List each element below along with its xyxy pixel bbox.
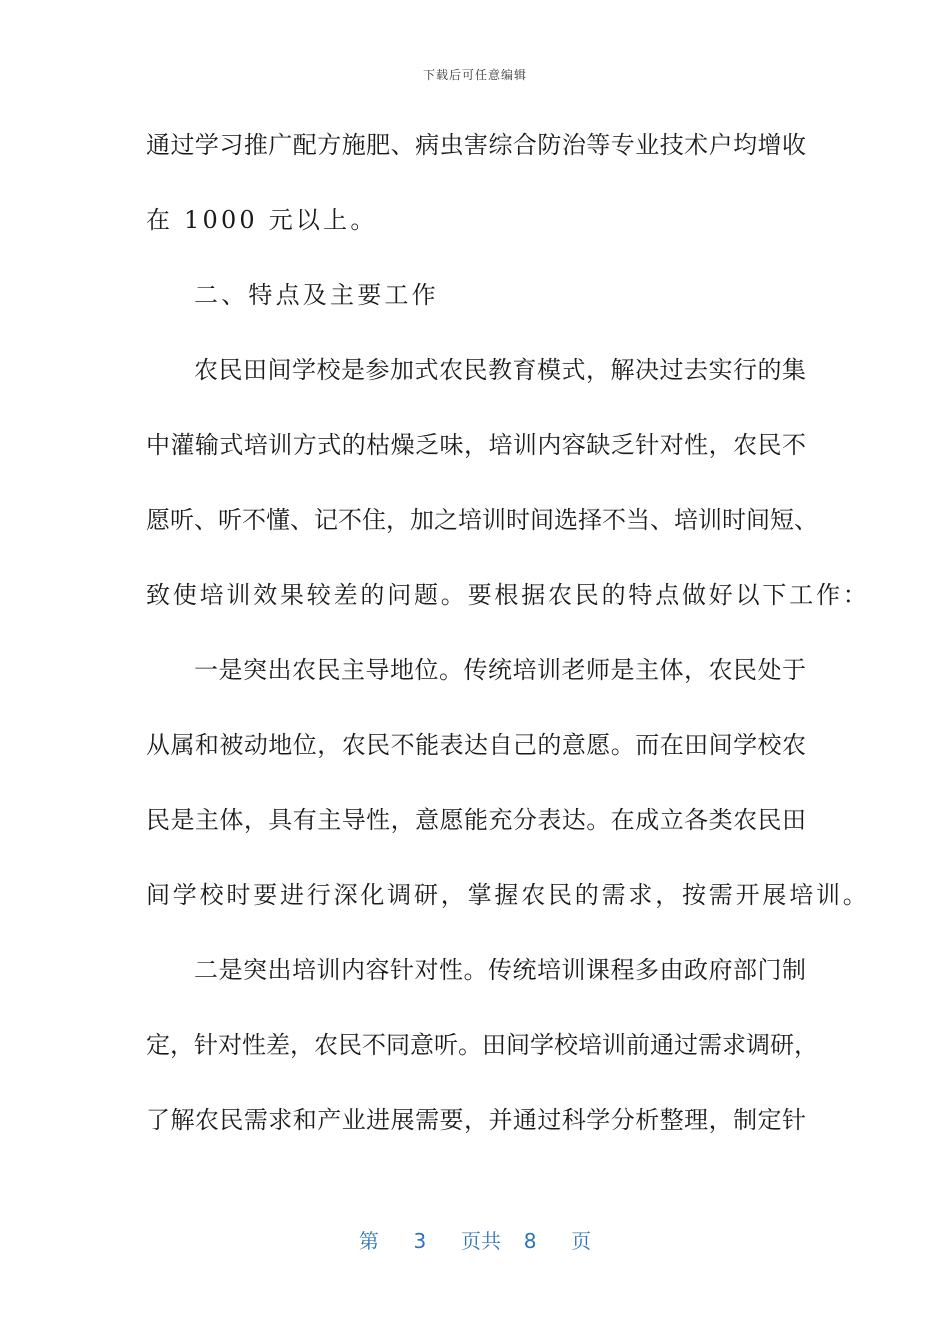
body-line: 定，针对性差，农民不同意听。田间学校培训前通过需求调研， (146, 1031, 818, 1059)
body-line: 愿听、听不懂、记不住，加之培训时间选择不当、培训时间短、 (146, 506, 818, 534)
page-footer (0, 1225, 950, 1254)
body-line: 间学校时要进行深化调研，掌握农民的需求，按需开展培训。 (146, 881, 870, 909)
body-line: 在 1000 元以上。 (146, 206, 378, 234)
body-line: 农民田间学校是参加式农民教育模式，解决过去实行的集 (194, 356, 806, 384)
body-line: 二是突出培训内容针对性。传统培训课程多由政府部门制 (194, 956, 806, 984)
body-line: 中灌输式培训方式的枯燥乏味，培训内容缺乏针对性，农民不 (146, 431, 806, 459)
body-line: 致使培训效果较差的问题。要根据农民的特点做好以下工作： (146, 581, 870, 609)
page-total: 8 (523, 1229, 537, 1253)
page-current: 3 (413, 1229, 427, 1253)
page-suffix: 页 (571, 1229, 592, 1253)
body-line: 了解农民需求和产业进展需要，并通过科学分析整理，制定针 (146, 1106, 806, 1134)
body-line: 民是主体，具有主导性，意愿能充分表达。在成立各类农民田 (146, 806, 806, 834)
page-mid: 页共 (461, 1229, 501, 1253)
section-heading: 二、特点及主要工作 (194, 281, 439, 309)
body-line: 从属和被动地位，农民不能表达自己的意愿。而在田间学校农 (146, 731, 806, 759)
body-line: 通过学习推广配方施肥、病虫害综合防治等专业技术户均增收 (146, 131, 806, 159)
body-line: 一是突出农民主导地位。传统培训老师是主体，农民处于 (194, 656, 806, 684)
header-note: 下载后可任意编辑 (422, 68, 527, 82)
page-prefix: 第 (358, 1229, 379, 1253)
